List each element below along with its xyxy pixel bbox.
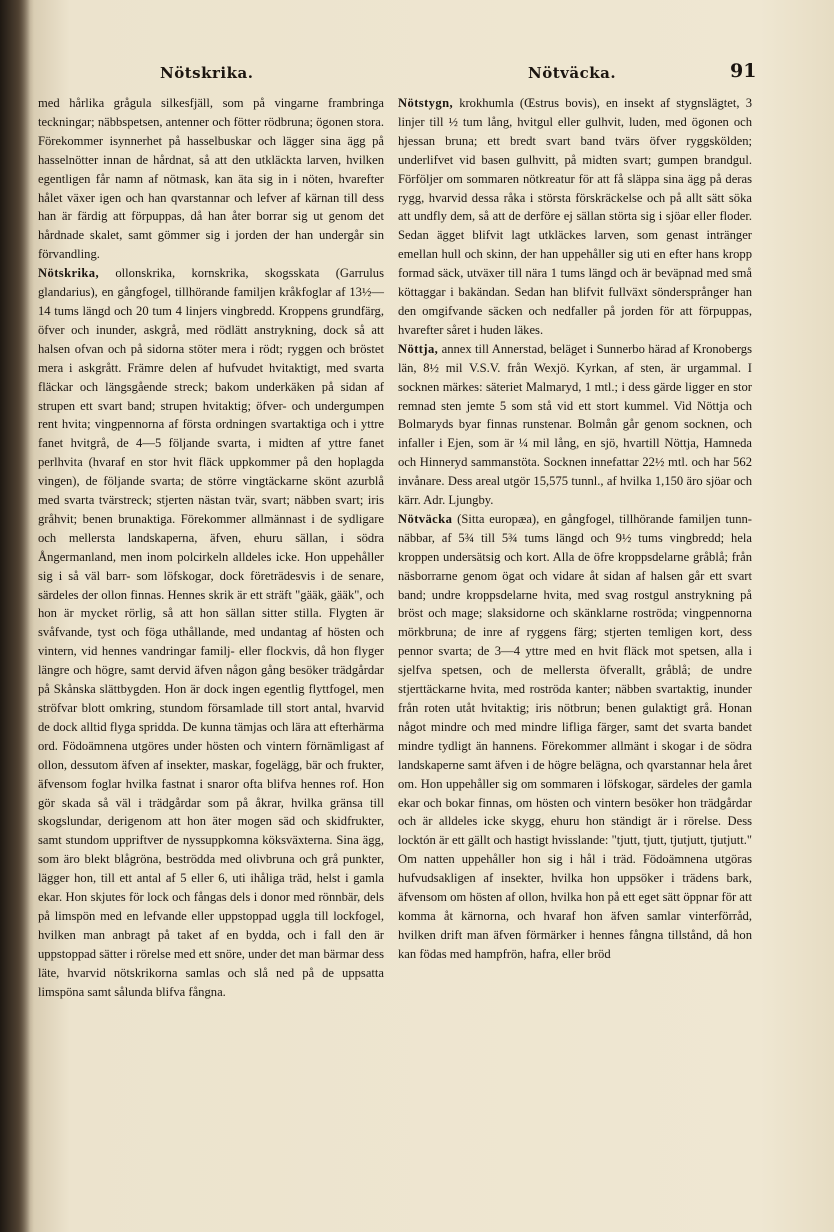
header-right-title: Nötväcka.	[528, 64, 617, 82]
right-column	[398, 94, 752, 964]
entry-notstygn	[398, 94, 752, 340]
entry-text: annex till Annerstad, beläget i Sunnerbo härad af Kronobergs län, 8½ mil V.S.V. från Wexjö. Kyrkan, af sten, är urgammal. I socknen märkes: säteriet Malmaryd, 1 mtl.; i dess gärde ligger en stor remnad sten jemte 5 som stå vid ett stort kummel. Vid Nöttja och Bolmaryds byar finnas runstenar. Bolmån går genom socknen, och infaller i Ejen, som är ¼ mil lång, en sjö, hvartill Nöttja, Hamneda och Hinneryd sammanstöta. Socknen innefattar 22½ mtl. och har 562 invånare. Dess areal utgör 15,575 tunnl., af hvilka 1,150 äro sjöar och kärr. Adr. Ljungby.	[398, 341, 753, 508]
entry-notskrika	[38, 264, 384, 1001]
page-number: 91	[730, 60, 757, 82]
entry-text: ollonskrika, kornskrika, skogsskata (Garrulus glandarius), en gångfogel, tillhörande familjen kråkfoglar af 13½—14 tums längd och 20 tum 4 linjers vingbredd. Kroppens grundfärg, öfver och inunder, askgrå, med rödlätt anstrykning, dock så att halsen ofvan och på sidorna stöter mera i rödt; ryggen och bröstet mera i askgrått. Främre delen af hufvudet hvitaktigt, med svarta fläckar och längsgående streck; bakom underkäken på sidan af strupen ett svart band; strupen hvitaktig; öfver- och undergumpen rent hvita; vingpennorna af första ordningen svartaktiga och i yttre fanet hvitgrå, de 4—5 följande svarta, i midten af yttre fanet perlhvita (hvaraf en stor hvit fläck uppkommer på den hoplagda vingen), de följande svarta; de större vingtäckarne skönt azurblå med svarta tvärstreck; stjerten nästan tvär, svart; näbben svart; iris gråhvit; benen brunaktiga. Förekommer allmännast i de sydligare och mellersta landskaperna, äfven, ehuru sällan, i södra Ångermanland, men inom polcirkeln alldeles icke. Hon uppehåller sig i så väl barr- som löfskogar, dock företrädesvis i de senare, särdeles der ollon finnas. Hennes skrik är ett sträft "gääk, gääk", och hon är mycket rörlig, så att hon sällan sitter stilla. Flygten är svåfvande, tyst och föga uthållande, med undantag af hösten och vintern, vid hennes vandringar familj- eller flockvis, då hon flyger längre och högre, samt dervid äfven någon gång besöker trädgårdar på Skånska slättbygden. Hon är dock ingen egentlig flyttfogel, men ströfvar blott omkring, stundom församlade till stort antal, hvarvid de dock alltid flyga spridda. De kunna tämjas och lära att efterhärma ord. Födoämnena utgöres under hösten och vintern förnämligast af ollon, dessutom äfven af insekter, maskar, fogelägg, bär och frukter, äfvensom foglar hvilka fastnat i snaror ofta blifva hennes rof. Hon gör skada så väl i trädgårdar som på åkrar, hvilka gränsa till skogslundar, derigenom att hon äter mogen säd och skidfrukter, samt stundom uppriftver de nyssuppkomna köksväxterna. Sina ägg, som äro blekt blågröna, beströdda med olivbruna och grå punkter, lägger hon, till ett antal af 5 eller 6, uti ihåliga träd, helst i gamla ekar. Hon skjutes för lock och fångas dels i donor med rönnbär, dels på limspön med en lefvande eller uppstoppad uggla till lockfogel, hvilken man anbragt på taket af en bydda, och i fall den är uppstoppad sätter i rörelse med ett snöre, under det man bärmar dess läte, hvarvid nötskrikorna samlas och slå ned på de uppsatta limspöna samt sålunda blifva fångna.	[38, 266, 384, 999]
entry-text: (Sitta europæa), en gångfogel, tillhörande familjen tunn-näbbar, af 5¾ till 5¾ tums längd och 9½ tums vingbredd; hela kroppen undersätsig och kort. Alla de öfre kroppsdelarne gråblå; från näsborrarne genom ögat och vidare åt sidan af halsen går ett svart band; undre kroppsdelarne hvita, med svag rostgul anstrykning på bröst och mage; slaksidorne och skänklarne roströda; vingpennorna mörkbruna; de inre af ryggens färg; stjerten temligen kort, dess pennor svarta; de 3—4 yttre med en hvit fläck mot spetsen, alla i sjelfva spetsen, och de mellersta öfverallt, gråblå; de undre stjerttäckarne hvita, med roströda kanter; näbben svartaktig, inunder från roten utåt hvitaktig; iris nötbrun; benen gulaktigt grå. Honan något mindre och med mindre lifliga färger, samt det svarta bandet mindre tydligt än hannens. Förekommer allmänt i skogar i de södra landskaperne samt äfven i de högre belägna, och qvarstannar hela året om. Hon uppehåller sig om sommaren i löfskogar, särdeles der gamla ekar och bokar finnas, om hösten och vintern besöker hon trädgårdar och är alldeles icke skygg, ehuru hon ständigt är i rörelse. Dess locktón är ett gällt och hastigt hvisslande: "tjutt, tjutt, tjutjutt, tjutjutt." Om natten uppehåller hon sig i hål i träd. Födoämnena utgöras hufvudsakligen af insekter, hvilka hon uppsöker i trädens bark, äfvensom om hösten af ollon, hvilka hon på ett eget sätt öppnar för att komma åt kärnorna, och hvaraf hon äfven samlar vinterförråd, hvilken drift man äfven förmärker i hennes fångna tillstånd, då hon kan födas med hampfrön, hafra, eller bröd	[398, 511, 752, 961]
left-column	[38, 94, 384, 1002]
entry-keyword: Nöttja,	[398, 341, 439, 356]
entry-keyword: Nötskrika,	[38, 266, 100, 281]
continued-entry-text: med hårlika grågula silkesfjäll, som på vingarne frambringa teckningar; näbbspetsen, antenner och fötter rödbruna; ögonen stora. Förekommer isynnerhet på hasselbuskar och lägger sina ägg på hasselnötter innan de hårdnat, så att den utkläckta larven, hvilken egentligen får namn af nötmask, kan äta sig in i nöten, hvarefter hålet växer igen och han qvarstannar och lefver af kärnan till dess han är färdig att förpuppas, då han åter borrar sig ut genom det hårdnade skalet, samt gömmer sig i jorden der han undergår sin förvandling.	[38, 96, 384, 262]
header-left-title: Nötskrika.	[160, 64, 254, 82]
entry-notvacka	[398, 510, 752, 964]
book-binding-shadow	[0, 0, 30, 1232]
entry-text: krokhumla (Œstrus bovis), en insekt af stygnslägtet, 3 linjer till ½ tum lång, hvitgul eller gulhvit, luden, med ögonen och hjessan bruna; ett bredt svart band tvärs öfver ryggskölden; underlifvet vid basen gulhvitt, på midten svart; gumpen brandgul. Förföljer om sommaren nötkreatur för att få släppa sina ägg på deras rygg, hvarvid dessa råka i största förskräckelse och på allt sätt söka att undfly dem, så att de derföre ej sällan störta sig i sjöar eller floder. Sedan ägget blifvit lagt utkläckes larven, som genast intränger emellan hull och skinn, der han uppehåller sig uti en efter hans kropp formad säck, utväxer till nära 1 tums längd och är beväpnad med små köttaggar i bakändan. Sedan han blifvit fullväxt söndersprånger han den omgifvande säcken och nedfaller på jorden för att förpuppas, hvarefter såret i huden läkes.	[398, 96, 752, 337]
entry-nottja	[398, 340, 752, 510]
running-header	[30, 60, 820, 88]
entry-keyword: Nötväcka	[398, 511, 453, 526]
entry-keyword: Nötstygn,	[398, 96, 454, 110]
